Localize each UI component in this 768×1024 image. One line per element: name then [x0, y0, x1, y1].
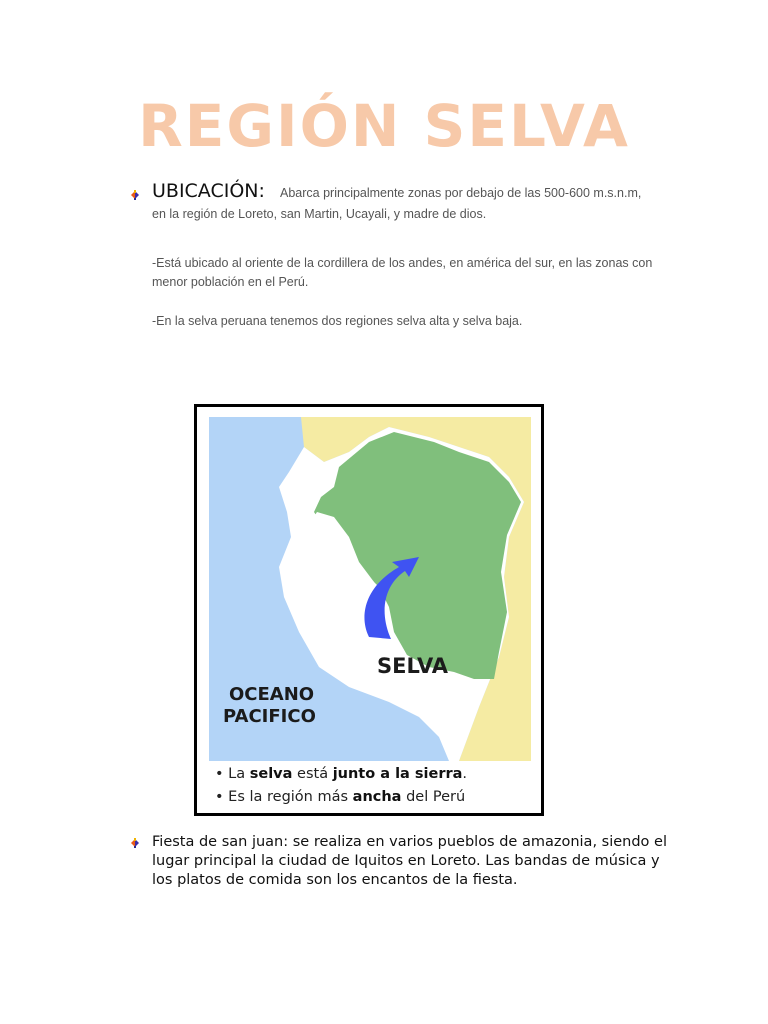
ubicacion-heading-line — [152, 180, 672, 203]
peru-map — [209, 417, 531, 761]
bullet-arrow-icon — [129, 189, 141, 201]
bullet-arrow-icon — [129, 837, 141, 849]
selva-map-label: SELVA — [377, 654, 449, 678]
ocean-map-label-2: PACIFICO — [223, 706, 316, 727]
ubicacion-line1: Abarca principalmente zonas por debajo de las 500-600 m.s.n.m, — [280, 186, 642, 200]
fiesta-body: se realiza en varios pueblos de amazonia, siendo el lugar principal la ciudad de Iquitos en Loreto. Las bandas de música y los platos de comida son los encantos de la fiesta. — [152, 834, 667, 888]
peru-map-figure — [194, 404, 544, 816]
ubicacion-line1b: en la región de Loreto, san Martin, Ucayali, y madre de dios. — [152, 207, 487, 221]
map-caption-line-2: • Es la región más ancha del Perú — [215, 789, 466, 805]
ubicacion-paragraph-2: -Está ubicado al oriente de la cordillera de los andes, en américa del sur, en las zonas con menor población en el Perú. — [152, 256, 653, 289]
fiesta-heading: Fiesta de san juan: — [152, 834, 289, 850]
peru-map-drawing — [209, 417, 531, 761]
ubicacion-paragraph-3: -En la selva peruana tenemos dos regiones selva alta y selva baja. — [152, 314, 523, 328]
page-title: REGIÓN SELVA — [138, 92, 630, 160]
fiesta-paragraph — [152, 833, 672, 890]
ubicacion-heading: UBICACIÓN: — [152, 180, 265, 202]
map-caption — [215, 763, 535, 809]
ocean-map-label-1: OCEANO — [229, 684, 315, 705]
map-caption-line-1: • La selva está junto a la sierra. — [215, 766, 468, 782]
